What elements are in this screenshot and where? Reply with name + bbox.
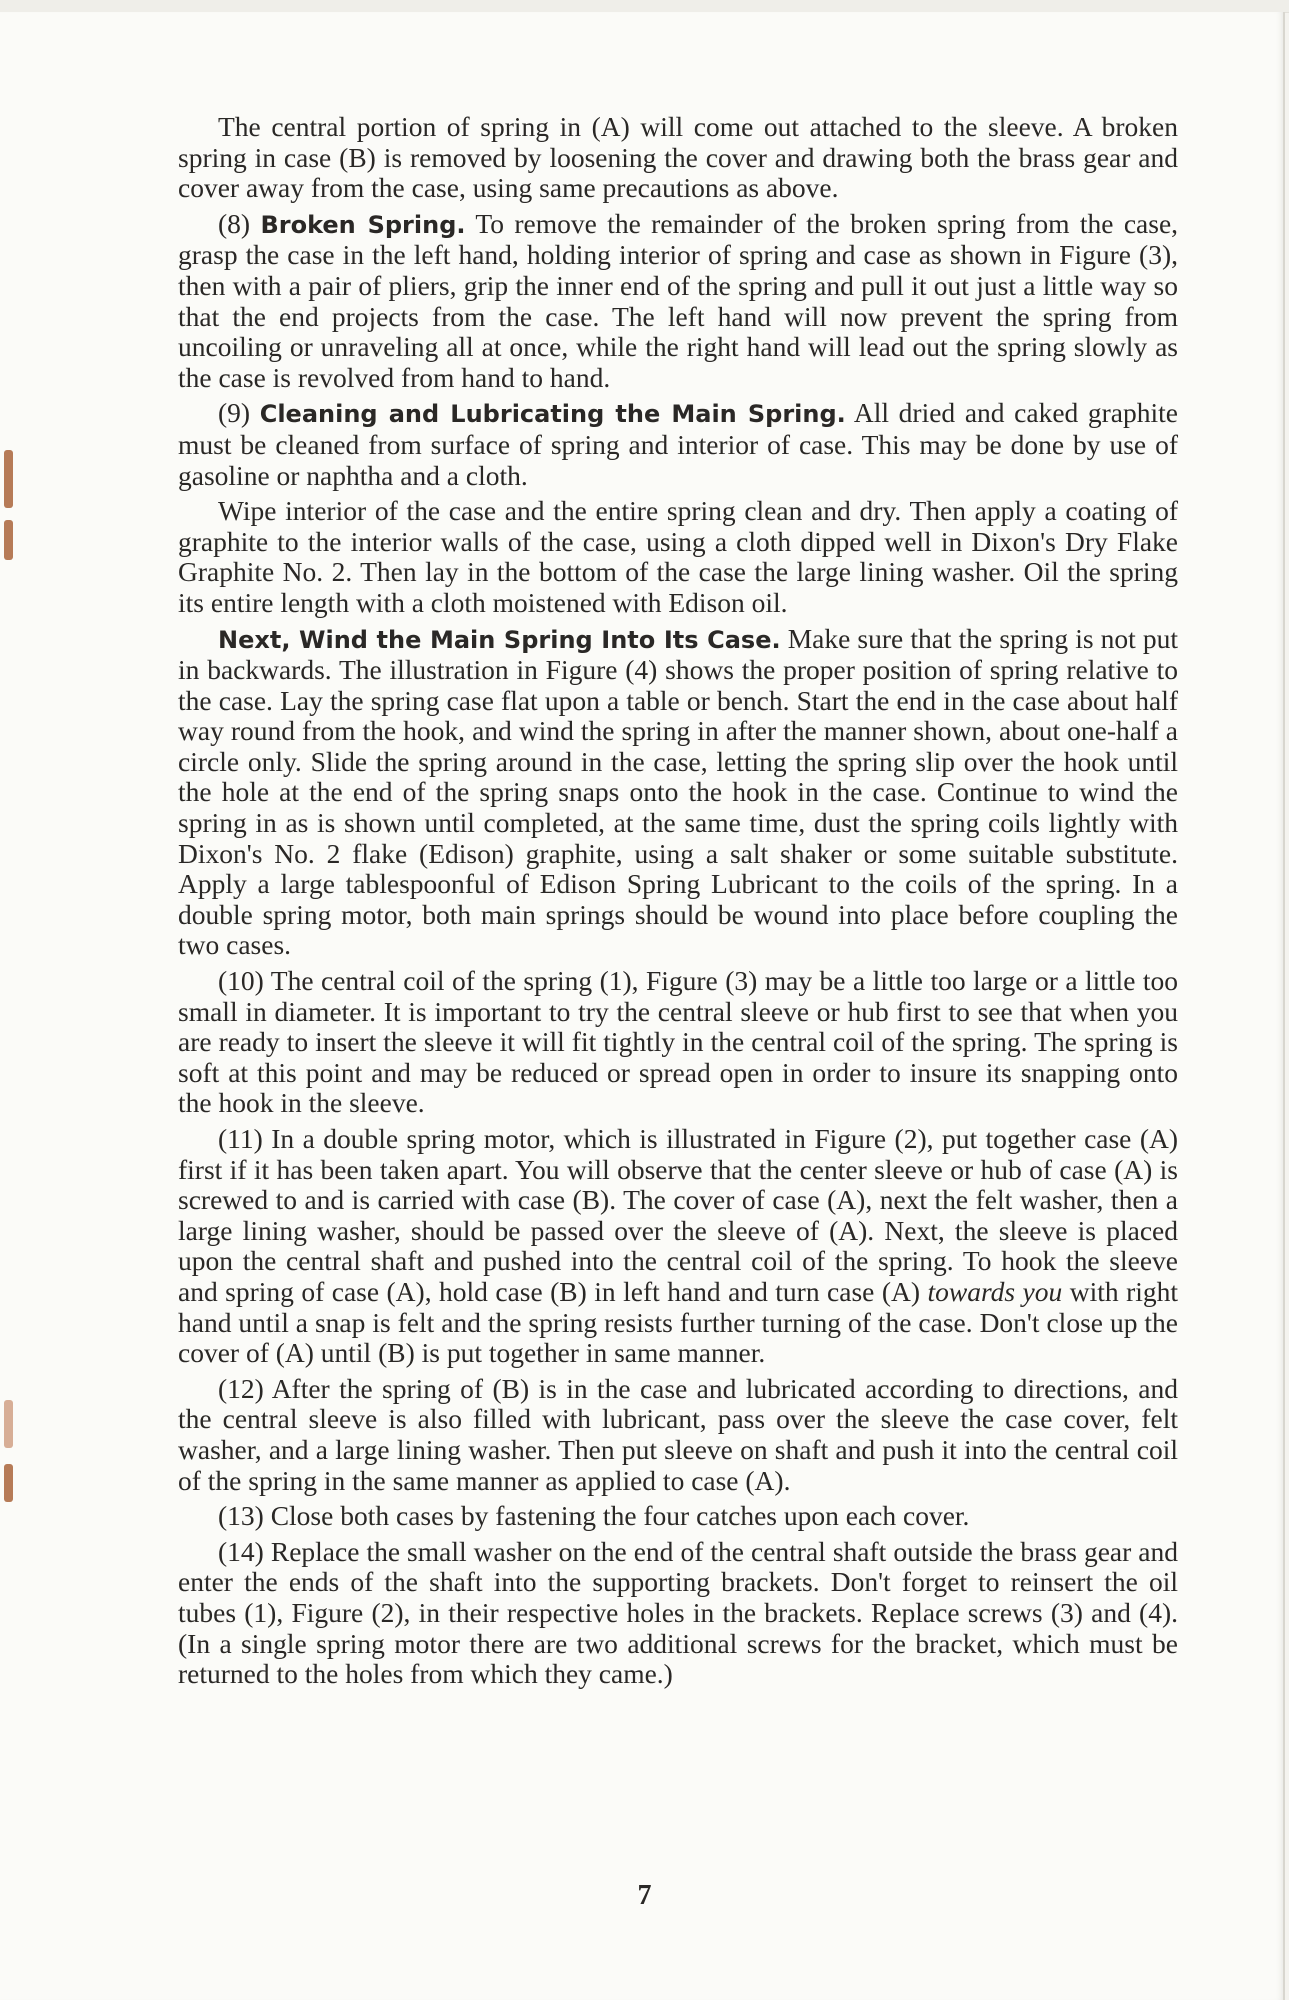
emphasis-text: towards you bbox=[927, 1275, 1063, 1307]
rust-stain-mark bbox=[4, 1464, 13, 1502]
paragraph-14 bbox=[178, 1537, 1178, 1690]
rust-stain-mark bbox=[4, 1400, 13, 1448]
rust-stain-mark bbox=[4, 520, 13, 560]
section-heading: Cleaning and Lubricating the Main Spring. bbox=[259, 400, 846, 429]
paragraph-text: In a double spring motor, which is illustrated in Figure (2), put together case (A) first if it has been taken apart. You will observe that the center sleeve or hub of case (A) is screwed to and is carried with case (B). The cover of case (A), next the felt washer, then a large lining washer, should be passed over the sleeve of (A). Next, the sleeve is placed upon the central shaft and pushed into the central coil of the spring. To hook the sleeve and spring of case (A), hold case (B) in left hand and turn case (A) bbox=[178, 1123, 1179, 1307]
paragraph-continuation bbox=[178, 112, 1178, 204]
section-number: (11) bbox=[218, 1123, 263, 1154]
paragraph-8-broken-spring bbox=[178, 209, 1178, 394]
paragraph-13 bbox=[178, 1501, 1178, 1532]
section-heading: Next, Wind the Main Spring Into Its Case. bbox=[218, 625, 781, 654]
section-number: (13) bbox=[218, 1500, 264, 1532]
paragraph-9-wipe bbox=[178, 496, 1178, 618]
paragraph-9-cleaning bbox=[178, 398, 1178, 491]
paragraph-text: After the spring of (B) is in the case and lubricated according to directions, and the central sleeve is also filled with lubricant, pass over the sleeve the case cover, felt washer, and a large lining washer. Then put sleeve on shaft and push it into the central coil of the spring in the same manner as applied to case (A). bbox=[178, 1372, 1178, 1496]
paragraph-text: The central coil of the spring (1), Figure (3) may be a little too large or a little too small in diameter. It is important to try the central sleeve or hub first to see that when you are ready to insert the sleeve it will fit tightly in the central coil of the spring. The spring is soft at this point and may be reduced or spread open in order to insure its snapping onto the hook in the sleeve. bbox=[178, 965, 1178, 1119]
paragraph-text: To remove the remainder of the broken spring from the case, grasp the case in the left hand, holding interior of spring and case as shown in Figure (3), then with a pair of pliers, grip the inner end of the spring and pull it out just a little way so that the end projects from the case. The left hand will now prevent the spring from uncoiling or unraveling all at once, while the right hand will lead out the spring slowly as the case is revolved from hand to hand. bbox=[178, 207, 1179, 393]
body-text bbox=[178, 112, 1178, 1695]
paragraph-text: with right hand until a snap is felt and the spring resists further turning of the case. Don't close up the cover of (A) until (B) is put together in same manner. bbox=[178, 1275, 1179, 1369]
section-number: (10) bbox=[218, 965, 264, 997]
page-number: 7 bbox=[637, 1880, 652, 1911]
paragraph-wind-spring bbox=[178, 624, 1178, 962]
paragraph-10 bbox=[178, 966, 1178, 1119]
paragraph-text: All dried and caked graphite must be cleaned from surface of spring and interior of case. This may be done by use of gasoline or naphtha and a cloth. bbox=[178, 397, 1179, 491]
paragraph-text: Replace the small washer on the end of the central shaft outside the brass gear and enter the ends of the shaft into the supporting brackets. Don't forget to reinsert the oil tubes (1), Figure (2), in their respective holes in the brackets. Replace screws (3) and (4). (In a single spring motor there are two additional screws for the bracket, which must be returned to the holes from which they came.) bbox=[178, 1535, 1178, 1690]
rust-stain-mark bbox=[4, 450, 13, 508]
paragraph-text: Wipe interior of the case and the entire spring clean and dry. Then apply a coating of graphite to the interior walls of the case, using a cloth dipped well in Dixon's Dry Flake Graphite No. 2. Then lay in the bottom of the case the large lining washer. Oil the spring its entire length with a cloth moistened with Edison oil. bbox=[178, 495, 1178, 618]
paragraph-text: Close both cases by fastening the four catches upon each cover. bbox=[270, 1500, 970, 1532]
section-number: (8) bbox=[218, 207, 251, 239]
paragraph-text: The central portion of spring in (A) will come out attached to the sleeve. A broken spring in case (B) is removed by loosening the cover and drawing both the brass gear and cover away from the case, using same precautions as above. bbox=[178, 111, 1178, 204]
section-number: (14) bbox=[218, 1535, 264, 1567]
section-heading: Broken Spring. bbox=[260, 210, 466, 239]
paragraph-12 bbox=[178, 1374, 1178, 1496]
paragraph-text: Make sure that the spring is not put in backwards. The illustration in Figure (4) shows the proper position of spring relative to the case. Lay the spring case flat upon a table or bench. Start the end in the case about half way round from the hook, and wind the spring in after the manner shown, about one-half a circle only. Slide the spring around in the case, letting the spring slip over the hook until the hole at the end of the spring snaps onto the hook in the case. Continue to wind the spring in as is shown until completed, at the same time, dust the spring coils lightly with Dixon's No. 2 flake (Edison) graphite, using a salt shaker or some suitable substitute. Apply a large tablespoonful of Edison Spring Lubricant to the coils of the spring. In a double spring motor, both main springs should be wound into place before coupling the two cases. bbox=[178, 622, 1179, 961]
section-number: (12) bbox=[218, 1372, 264, 1404]
paragraph-11 bbox=[178, 1124, 1178, 1369]
section-number: (9) bbox=[218, 397, 251, 429]
